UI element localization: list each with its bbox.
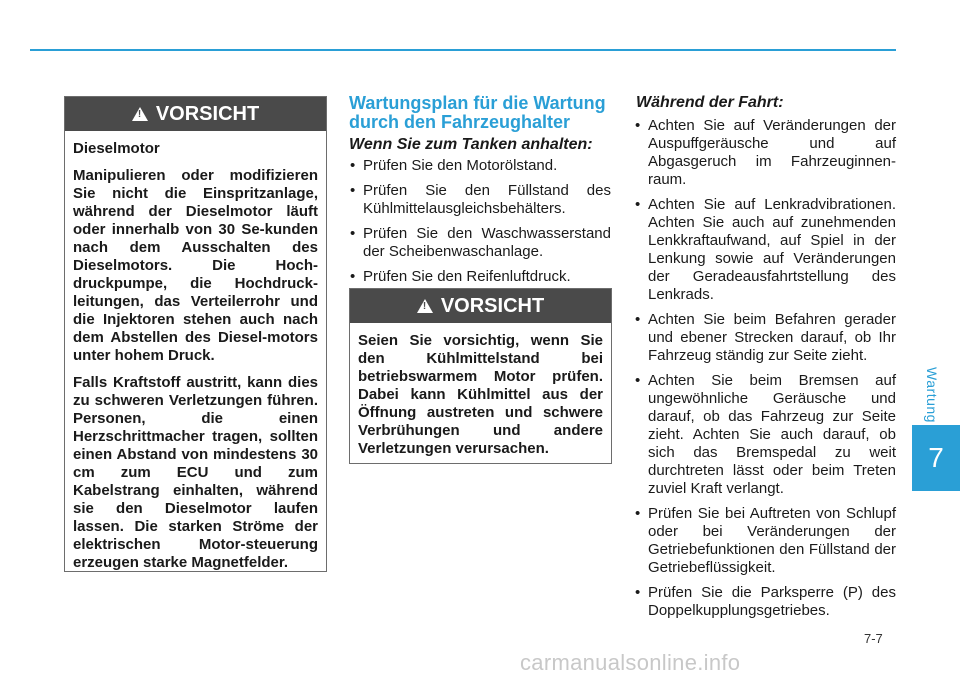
warning-triangle-icon	[417, 299, 433, 313]
header-rule	[30, 49, 896, 51]
subheading-refuel: Wenn Sie zum Tanken anhalten:	[349, 136, 593, 153]
list-item: • Prüfen Sie den Reifenluftdruck.	[349, 268, 611, 286]
warning-triangle-icon	[132, 107, 148, 121]
list-item: • Prüfen Sie die Parksperre (P) des Doppelkupplungsgetriebes.	[634, 584, 896, 620]
chapter-side-label	[920, 360, 944, 430]
chapter-number-tab: 7	[912, 425, 960, 491]
list-item: • Achten Sie auf Veränderungen der Auspuffgeräusche und auf Abgasgeruch im Fahrzeuginnen-raum.	[634, 117, 896, 189]
list-item: • Prüfen Sie den Motorölstand.	[349, 157, 611, 175]
caution-heading: Dieselmotor	[73, 140, 160, 157]
section-title: Wartungsplan für die Wartung durch den Fahrzeughalter	[349, 93, 606, 132]
list-item: • Achten Sie auf Lenkradvibrationen. Achten Sie auch auf zunehmenden Lenkkraftaufwand, auf Spiel in der Lenkung sowie auf Veränderungen der Geradeausfahrtstellung des Lenkrads.	[634, 196, 896, 304]
caution-paragraph: Manipulieren oder modifizieren Sie nicht die Einspritzanlage, während der Dieselmotor läuft oder innerhalb von 30 Se-kunden nach dem Ausschalten des Dieselmotors. Die Hoch-druckpumpe, die Hochdruck-leitungen, das Verteilerrohr und die Injektoren stehen auch nach dem Abstellen des Diesel-motors unter hohem Druck.	[73, 167, 318, 364]
caution-box-diesel	[64, 96, 327, 572]
caution-body	[350, 323, 611, 477]
caution-header	[65, 97, 326, 131]
caution-header	[350, 289, 611, 323]
list-item: • Achten Sie beim Befahren gerader und ebener Strecken darauf, ob Ihr Fahrzeug ständig zur Seite zieht.	[634, 311, 896, 365]
watermark: carmanualsonline.info	[520, 650, 741, 675]
caution-box-coolant	[349, 288, 612, 464]
list-item: • Prüfen Sie den Füllstand des Kühlmittelausgleichsbehälters.	[349, 182, 611, 218]
page-number: 7-7	[864, 631, 883, 646]
list-item: • Prüfen Sie bei Auftreten von Schlupf oder bei Veränderungen der Getriebefunktionen den Füllstand der Getriebeflüssigkeit.	[634, 505, 896, 577]
subheading-driving: Während der Fahrt:	[636, 94, 784, 111]
caution-title: VORSICHT	[155, 102, 260, 125]
caution-paragraph: Falls Kraftstoff austritt, kann dies zu schweren Verletzungen führen. Personen, die einen Herzschrittmacher tragen, sollten einen Abstand von mindestens 30 cm zum ECU und zum Kabelstrang einhalten, während sie den Dieselmotor laufen lassen. Die starken Ströme der elektrischen Motor-steuerung erzeugen starke Magnetfelder.	[73, 374, 318, 571]
driving-checklist	[634, 117, 896, 627]
refuel-checklist	[349, 157, 611, 293]
list-item: • Prüfen Sie den Waschwasserstand der Scheibenwaschanlage.	[349, 225, 611, 261]
caution-body	[65, 131, 326, 591]
caution-paragraph: Seien Sie vorsichtig, wenn Sie den Kühlmittelstand bei betriebswarmem Motor prüfen. Dabei kann Kühlmittel aus der Öffnung austreten und schwere Verbrühungen und andere Verletzungen verursachen.	[358, 332, 603, 457]
caution-title: VORSICHT	[440, 294, 545, 317]
chapter-label-text: Wartung	[924, 367, 940, 423]
list-item: • Achten Sie beim Bremsen auf ungewöhnliche Geräusche und darauf, ob das Fahrzeug zur Seite zieht. Achten Sie auch darauf, ob sich das Bremspedal zu weit durchtreten lässt oder beim Treten zuviel Kraft verlangt.	[634, 372, 896, 498]
